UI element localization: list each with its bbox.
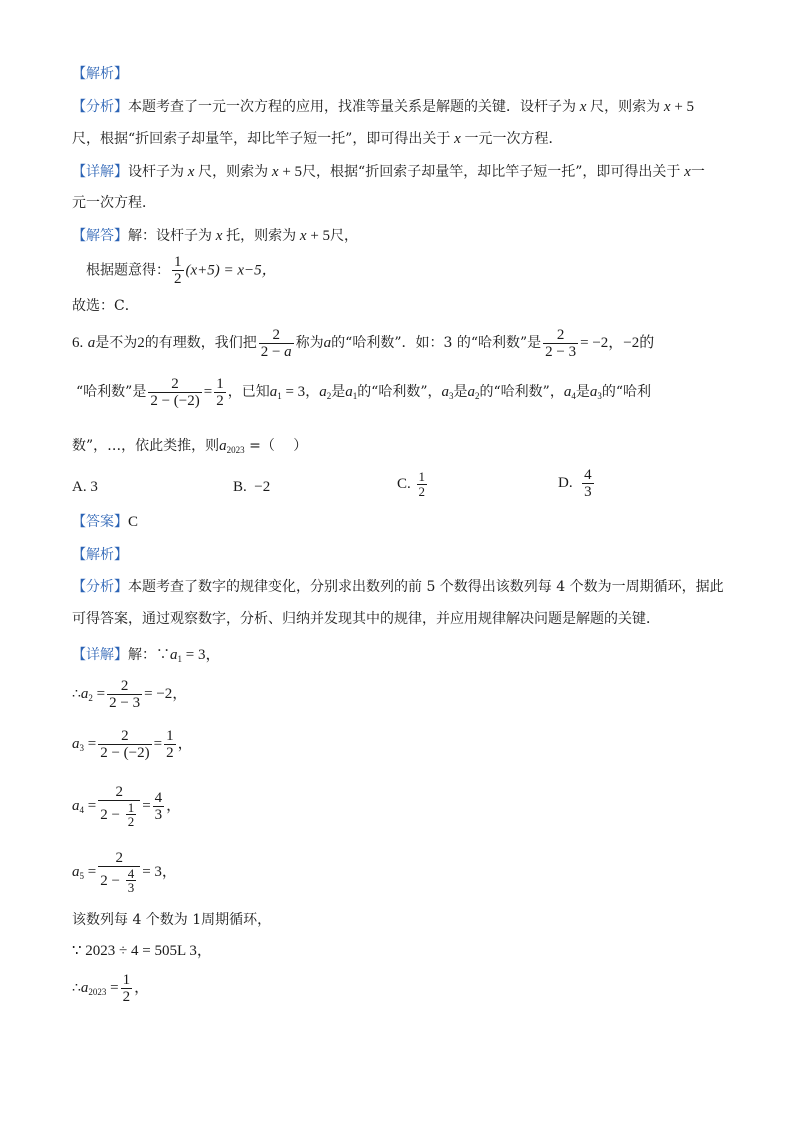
cycle-line: 该数列每 4 个数为 1周期循环，: [72, 912, 272, 928]
analysis-heading-2: 【解析】: [72, 547, 128, 563]
answer-line-1: 【解答】解：设杆子为 x 托，则索为 x + 5尺，: [72, 228, 359, 244]
analysis2-line-2: 可得答案，通过观察数字，分析、归纳并发现其中的规律，并应用规律解决问题是解题的关键．: [72, 611, 660, 627]
analysis2-line-1: 【分析】本题考查了数字的规律变化，分别求出数列的前 5 个数得出该数列每 4 个数为一周期循环，据此: [72, 579, 724, 595]
fraction-half: $\frac{1}{2}$: [174, 254, 182, 287]
detail-line-1: 【详解】设杆子为 x 尺，则索为 x + 5尺，根据“折回索子却量竿，却比竿子短一托”，即可得出关于 x一: [72, 164, 705, 180]
option-b[interactable]: B. −2: [233, 479, 271, 495]
a3-line: $a_3$ = $\frac{2}{2 - (-2)}$ = $\frac{1}{2}$ ，: [72, 727, 193, 761]
division-line: ∵ 2023 ÷ 4 = 505L 3，: [72, 943, 212, 959]
a5-line: $a_5$ = 2 2 − $\frac{4}{3}$ = 3，: [72, 850, 177, 895]
detail-line-2: 元一次方程．: [72, 195, 156, 211]
question-line-1: 6. a是不为2的有理数，我们把 $\frac{2}{2 - a}$ 称为a的“哈利数”．如：3 的“哈利数”是 $\frac{2}{2 - 3}$ = −2，−2的: [72, 326, 655, 360]
question-line-2: “哈利数”是 $\frac{2}{2 - (-2)}$ = $\frac{1}{2}$ ，已知$a_1 = 3$，$a_2$是$a_1$的“哈利数”，$a_3$是$a_2$的“哈利数”，$a_4$是$a_3$的“哈利: [76, 375, 652, 409]
detail2-line-1: 【详解】解：$\because a_1 = 3$，: [72, 647, 221, 664]
analysis-tag: 【分析】: [72, 99, 128, 115]
answer-line: 【答案】C: [72, 514, 139, 530]
result-line: $\therefore a_{2023}$ = $\frac{1}{2}$ ，: [72, 971, 150, 1005]
analysis-line-1: 【分析】本题考查了一元一次方程的应用，找准等量关系是解题的关键．设杆子为 x 尺，则索为 x + 5: [72, 99, 695, 115]
equation: (x+5) = x−5，: [185, 262, 277, 279]
analysis-line-2: 尺，根据“折回索子却量竿，却比竿子短一托”，即可得出关于 x 一元一次方程．: [72, 131, 563, 147]
question-line-3: 数”，…，依此类推，则$a_{2023}$ =（ ）: [72, 438, 308, 455]
analysis-heading: 【解析】: [72, 66, 128, 82]
option-d[interactable]: D. $\frac{4}{3}$: [558, 467, 592, 500]
harry-formula: $\frac{2}{2 - a}$: [260, 326, 292, 360]
a4-line: $a_4$ = 2 2 − $\frac{1}{2}$ = $\frac{4}{3}$ ，: [72, 784, 182, 829]
a2-line: $\therefore a_2$ = $\frac{2}{2 - 3}$ = −2，: [72, 677, 188, 711]
equation-line: 根据题意得： $\frac{1}{2}$ (x+5) = x−5，: [86, 254, 277, 287]
choose-line: 故选：C．: [72, 298, 139, 314]
option-c[interactable]: C. $\frac{1}{2}$: [397, 469, 426, 499]
option-a[interactable]: A. 3: [72, 479, 98, 495]
